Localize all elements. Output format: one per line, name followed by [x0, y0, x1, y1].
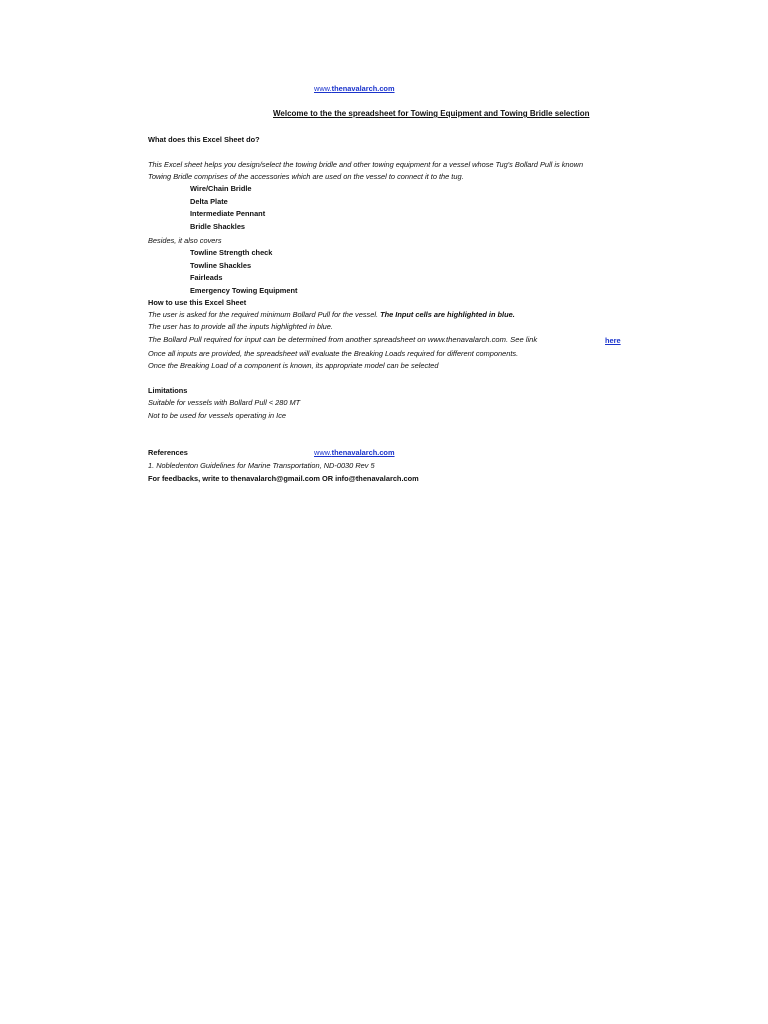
- how-line-1: [148, 310, 515, 320]
- how-line-1-emphasis: The Input cells are highlighted in blue.: [380, 310, 515, 319]
- bridle-item: Intermediate Pennant: [190, 209, 266, 218]
- feedback-line: For feedbacks, write to thenavalarch@gmail.com OR info@thenavalarch.com: [148, 474, 419, 483]
- how-line-1-text: The user is asked for the required minimum Bollard Pull for the vessel.: [148, 310, 381, 319]
- header-site-link-name: thenavalarch.com: [331, 84, 395, 93]
- how-line-2: The user has to provide all the inputs highlighted in blue.: [148, 322, 333, 331]
- bridle-item: Wire/Chain Bridle: [190, 184, 252, 193]
- cover-item: Fairleads: [190, 273, 223, 282]
- what-heading: What does this Excel Sheet do?: [148, 135, 260, 144]
- what-line-2: Towing Bridle comprises of the accessories which are used on the vessel to connect it to the tug.: [148, 172, 464, 181]
- how-line-3: The Bollard Pull required for input can be determined from another spreadsheet on www.thenavalarch.com. See link: [148, 335, 538, 344]
- bridle-item: Bridle Shackles: [190, 222, 246, 231]
- how-line-5: Once the Breaking Load of a component is known, its appropriate model can be selected: [148, 361, 439, 370]
- limitations-line-2: Not to be used for vessels operating in Ice: [148, 411, 287, 420]
- how-line-4: Once all inputs are provided, the spreadsheet will evaluate the Breaking Loads required for different components.: [148, 349, 519, 358]
- references-heading: References: [148, 448, 188, 457]
- cover-item: Emergency Towing Equipment: [190, 286, 298, 295]
- cover-item: Towline Shackles: [190, 261, 252, 270]
- reference-1: 1. Nobledenton Guidelines for Marine Transportation, ND-0030 Rev 5: [148, 461, 375, 470]
- what-line-1: This Excel sheet helps you design/select the towing bridle and other towing equipment for a vessel whose Tug's Bollard Pull is known: [148, 160, 584, 169]
- bridle-item: Delta Plate: [190, 197, 228, 206]
- cover-item: Towline Strength check: [190, 248, 273, 257]
- how-heading: How to use this Excel Sheet: [148, 298, 247, 307]
- here-link[interactable]: here: [605, 336, 621, 345]
- limitations-line-1: Suitable for vessels with Bollard Pull < 280 MT: [148, 398, 301, 407]
- references-site-link-prefix: www.: [314, 448, 332, 457]
- header-site-link[interactable]: [314, 84, 395, 94]
- references-site-link[interactable]: [314, 448, 395, 458]
- limitations-heading: Limitations: [148, 386, 188, 395]
- page-title: Welcome to the the spreadsheet for Towing Equipment and Towing Bridle selection: [273, 109, 590, 118]
- header-site-link-prefix: www.: [314, 84, 332, 93]
- references-site-link-name: thenavalarch.com: [331, 448, 395, 457]
- besides-line: Besides, it also covers: [148, 236, 222, 245]
